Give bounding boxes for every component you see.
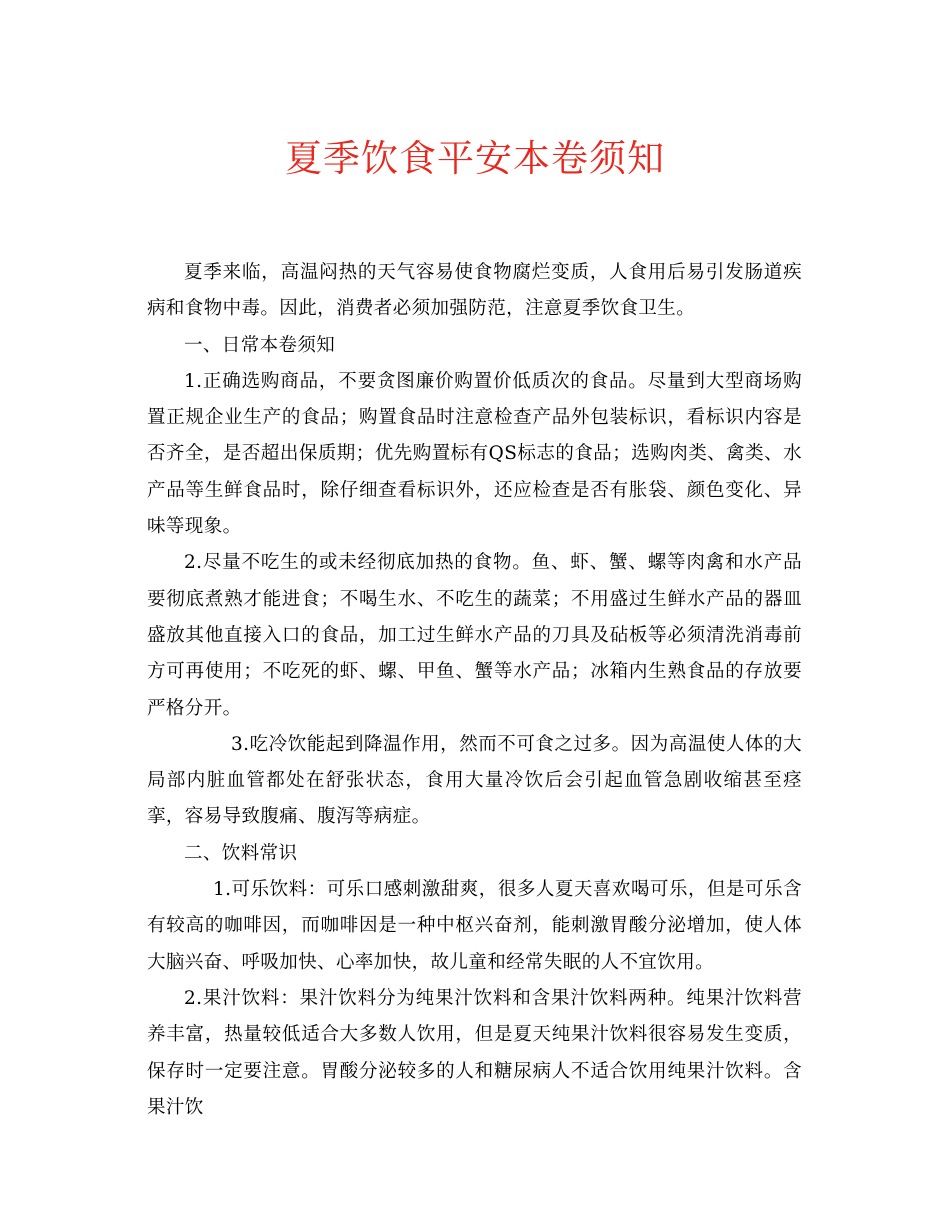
section-heading-drinks: 二、饮料常识: [184, 842, 298, 864]
paragraph-drink-1: 1.可乐饮料：可乐口感刺激甜爽，很多人夏天喜欢喝可乐，但是可乐含有较高的咖啡因，而咖啡因是一种中枢兴奋剂，能刺激胃酸分泌增加，使人体大脑兴奋、呼吸加快、心率加快，故儿童和经常失眠的人不宜饮用。: [147, 879, 802, 973]
section-heading-daily-notes: 一、日常本卷须知: [184, 334, 336, 356]
intro-paragraph: 夏季来临，高温闷热的天气容易使食物腐烂变质，人食用后易引发肠道疾病和食物中毒。因此，消费者必须加强防范，注意夏季饮食卫生。: [147, 262, 802, 320]
paragraph-item-3: 3.吃冷饮能起到降温作用，然而不可食之过多。因为高温使人体的大局部内脏血管都处在舒张状态，食用大量冷饮后会引起血管急剧收缩甚至痉挛，容易导致腹痛、腹泻等病症。: [147, 733, 802, 828]
paragraph-drink-2: 2.果汁饮料：果汁饮料分为纯果汁饮料和含果汁饮料两种。纯果汁饮料营养丰富，热量较低适合大多数人饮用，但是夏天纯果汁饮料很容易发生变质，保存时一定要注意。胃酸分泌较多的人和糖尿病人不适合饮用纯果汁饮料。含果汁饮: [147, 987, 802, 1118]
paragraph-item-2: 2.尽量不吃生的或未经彻底加热的食物。鱼、虾、蟹、螺等肉禽和水产品要彻底煮熟才能进食；不喝生水、不吃生的蔬菜；不用盛过生鲜水产品的器皿盛放其他直接入口的食品，加工过生鲜水产品的刀具及砧板等必须清洗消毒前方可再使用；不吃死的虾、螺、甲鱼、蟹等水产品；冰箱内生熟食品的存放要严格分开。: [147, 552, 802, 719]
document-title: 夏季饮食平安本卷须知: [285, 137, 665, 180]
document-body: [147, 255, 802, 1126]
paragraph-item-1: 1.正确选购商品，不要贪图廉价购置价低质次的食品。尽量到大型商场购置正规企业生产的食品；购置食品时注意检查产品外包装标识，看标识内容是否齐全，是否超出保质期；优先购置标有QS标志的食品；选购肉类、禽类、水产品等生鲜食品时，除仔细查看标识外，还应检查是否有胀袋、颜色变化、异味等现象。: [147, 370, 802, 538]
